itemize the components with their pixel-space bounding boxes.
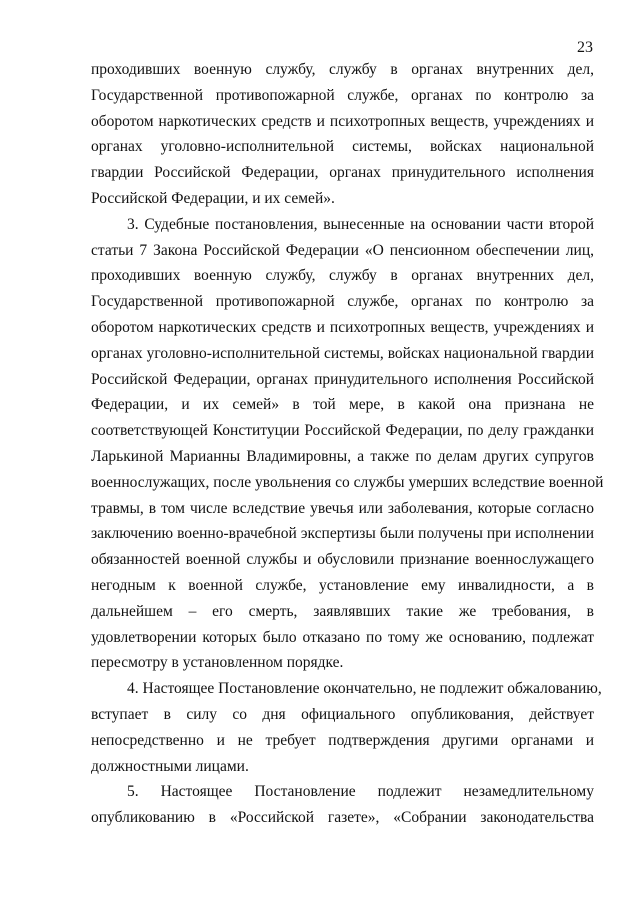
text-line: 5. Настоящее Постановление подлежит незамедлительному: [127, 783, 594, 801]
text-line: Федерации, и их семей» в той мере, в какой она признана не: [91, 396, 594, 414]
text-line: опубликованию в «Российской газете», «Собрании законодательства: [91, 809, 594, 827]
text-line: Ларькиной Марианны Владимировны, а также по делам других супругов: [91, 447, 594, 465]
text-line: обязанностей военной службы и обусловили признание военнослужащего: [91, 551, 594, 569]
text-line: соответствующей Конституции Российской Федерации, по делу гражданки: [91, 422, 594, 440]
paragraph-continuation: [91, 57, 594, 212]
text-line: удовлетворении которых было отказано по тому же основанию, подлежат: [91, 628, 594, 646]
page-number: 23: [577, 39, 593, 56]
text-line: Российской Федерации, и их семей».: [91, 189, 335, 207]
text-line: органах уголовно-исполнительной системы, войсках национальной гвардии: [91, 344, 594, 362]
text-line: статьи 7 Закона Российской Федерации «О пенсионном обеспечении лиц,: [91, 241, 594, 259]
paragraph-5: [91, 779, 594, 831]
paragraph-3: [91, 212, 604, 676]
text-line: Государственной противопожарной службе, органах по контролю за: [91, 293, 594, 311]
text-line: оборотом наркотических средств и психотропных веществ, учреждениях и: [91, 318, 594, 336]
text-line: дальнейшем – его смерть, заявлявших такие же требования, в: [91, 602, 594, 620]
text-line: вступает в силу со дня официального опубликования, действует: [91, 705, 594, 723]
text-line: органах уголовно-исполнительной системы, войсках национальной: [91, 138, 594, 156]
text-line: проходивших военную службу, службу в органах внутренних дел,: [91, 61, 594, 78]
text-line: негодным к военной службе, установление ему инвалидности, а в: [91, 576, 594, 594]
text-line: непосредственно и не требует подтверждения другими органами и: [91, 731, 594, 749]
text-line: гвардии Российской Федерации, органах принудительного исполнения: [91, 164, 594, 182]
text-line: пересмотру в установленном порядке.: [91, 654, 344, 672]
text-line: Государственной противопожарной службе, органах по контролю за: [91, 86, 594, 104]
text-line: травмы, в том числе вследствие увечья или заболевания, которые согласно: [91, 499, 594, 517]
text-line: Российской Федерации, органах принудительного исполнения Российской: [91, 370, 594, 388]
text-line: заключению военно-врачебной экспертизы были получены при исполнении: [91, 525, 594, 543]
text-line: 4. Настоящее Постановление окончательно, не подлежит обжалованию,: [127, 680, 602, 698]
document-body: [91, 57, 604, 831]
paragraph-4: [91, 676, 602, 779]
text-line: 3. Судебные постановления, вынесенные на основании части второй: [127, 215, 594, 233]
text-line: военнослужащих, после увольнения со службы умерших вследствие военной: [91, 473, 604, 491]
text-line: оборотом наркотических средств и психотропных веществ, учреждениях и: [91, 112, 594, 130]
text-line: проходивших военную службу, службу в органах внутренних дел,: [91, 267, 594, 285]
text-line: должностными лицами.: [91, 757, 249, 775]
